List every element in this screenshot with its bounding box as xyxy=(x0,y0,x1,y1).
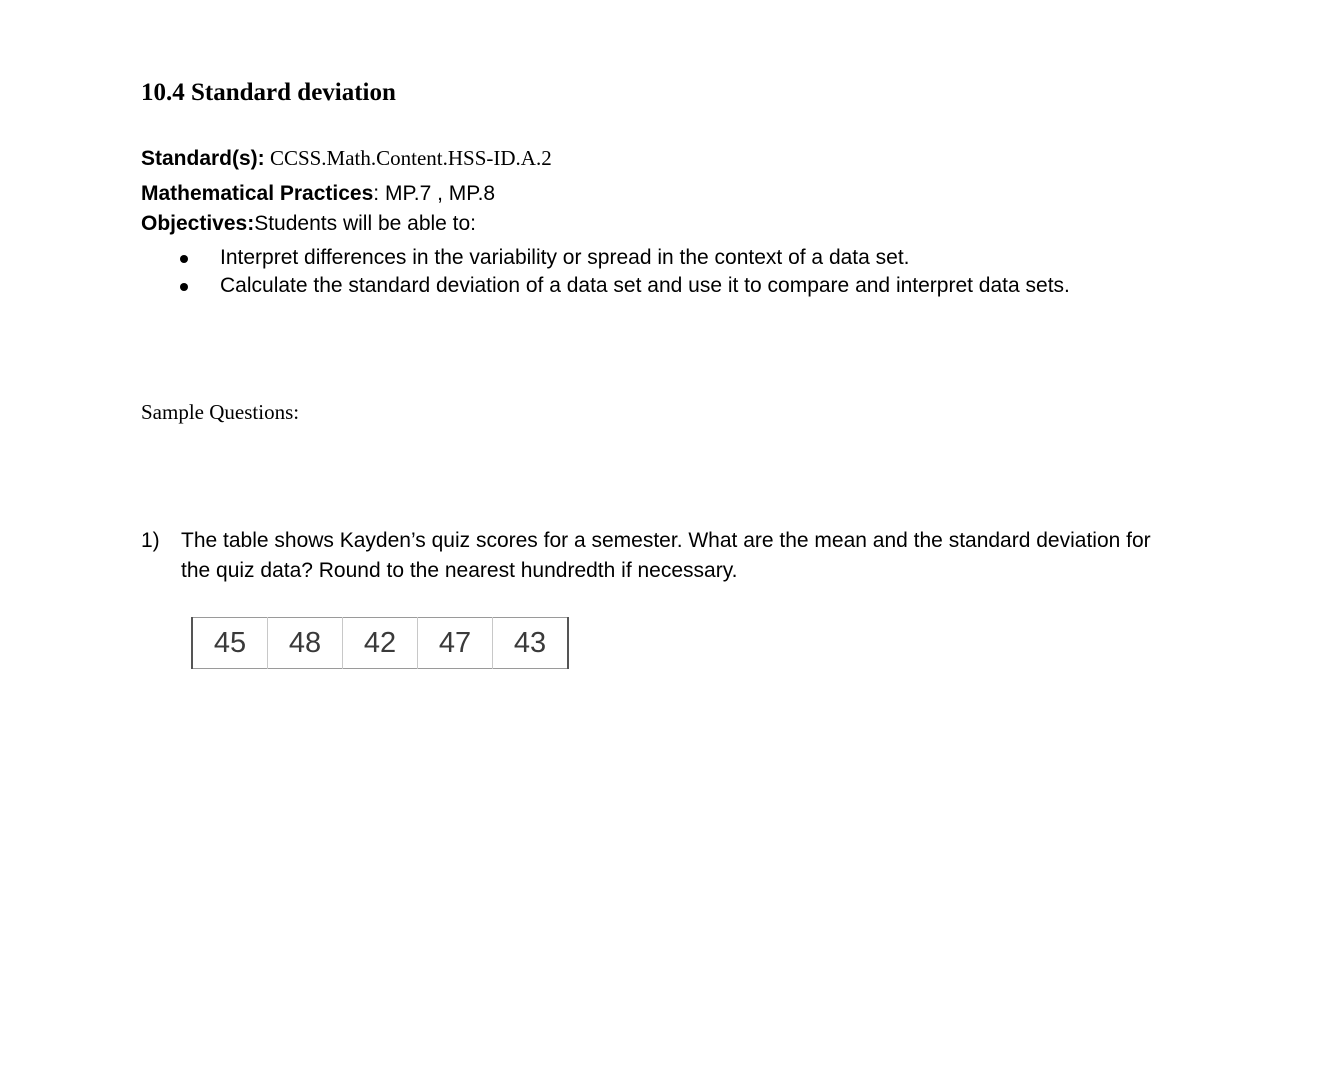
score-cell: 47 xyxy=(418,618,493,669)
score-cell: 43 xyxy=(493,618,569,669)
score-cell: 48 xyxy=(268,618,343,669)
objective-text: Calculate the standard deviation of a data set and use it to compare and interpret data sets. xyxy=(220,274,1070,297)
bullet-icon xyxy=(180,255,188,263)
bullet-icon xyxy=(180,283,188,291)
sample-questions-heading: Sample Questions: xyxy=(141,400,300,424)
practices-value: : MP.7 , MP.8 xyxy=(373,182,496,205)
practices-label: Mathematical Practices xyxy=(141,182,374,205)
question-text: The table shows Kayden’s quiz scores for a semester. What are the mean and the standard deviation for the quiz data? Round to the nearest hundredth if necessary. xyxy=(181,529,1151,582)
standards-label: Standard(s): xyxy=(141,147,265,170)
quiz-scores-table xyxy=(191,617,569,669)
page-title: 10.4 Standard deviation xyxy=(141,79,396,106)
objective-text: Interpret differences in the variability or spread in the context of a data set. xyxy=(220,246,910,269)
score-cell: 42 xyxy=(343,618,418,669)
standards-line xyxy=(141,144,552,173)
question-number: 1) xyxy=(141,529,160,552)
standards-value: CCSS.Math.Content.HSS-ID.A.2 xyxy=(264,146,552,170)
score-cell: 45 xyxy=(213,626,247,659)
objectives-line xyxy=(141,210,476,238)
objectives-intro: Students will be able to: xyxy=(254,212,477,235)
practices-line xyxy=(141,180,495,208)
table-row xyxy=(192,618,568,669)
objectives-label: Objectives: xyxy=(141,212,255,235)
